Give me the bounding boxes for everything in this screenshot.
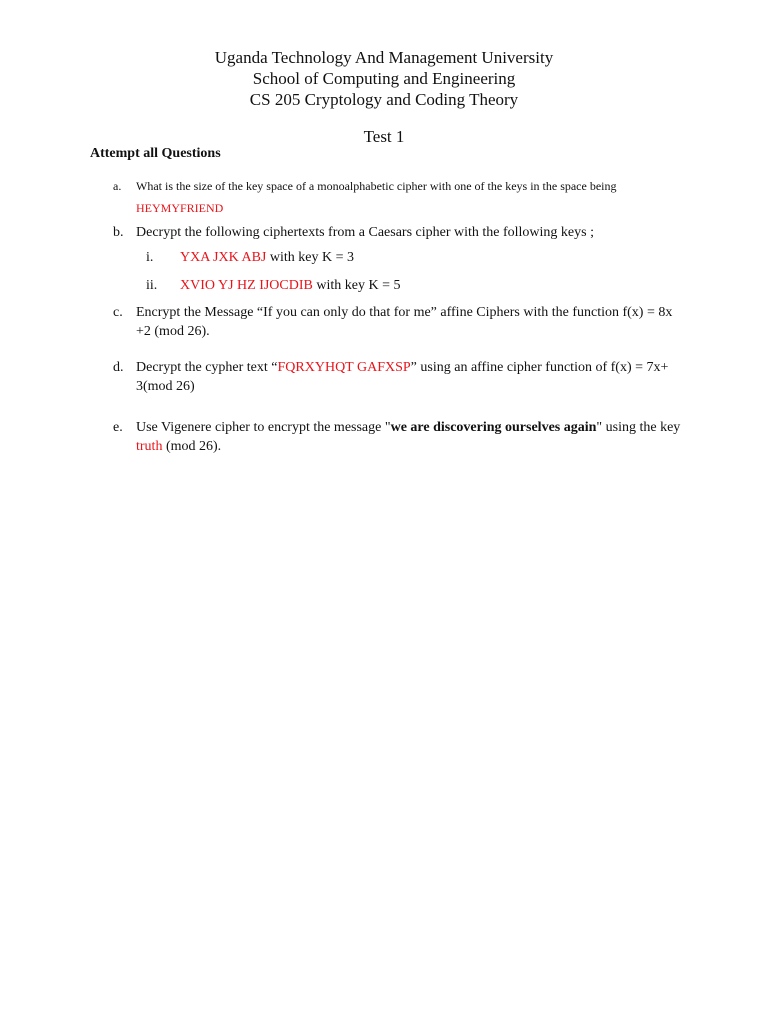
question-d: [113, 358, 683, 396]
question-a-text: What is the size of the key space of a monoalphabetic cipher with one of the keys in the space being: [136, 179, 617, 193]
question-e-suffix: (mod 26).: [162, 439, 222, 454]
university-name: Uganda Technology And Management University: [214, 48, 554, 67]
question-d-prefix: Decrypt the cypher text “: [136, 360, 278, 375]
question-d-ciphertext: FQRXYHQT GAFXSP: [277, 360, 411, 375]
question-letter: b.: [113, 225, 124, 240]
question-b-item-2: [146, 277, 400, 295]
question-c: [113, 303, 683, 341]
question-letter: c.: [113, 305, 123, 320]
course-title: CS 205 Cryptology and Coding Theory: [249, 90, 519, 109]
school-name: School of Computing and Engineering: [252, 69, 516, 88]
question-e-middle: " using the key: [596, 420, 681, 435]
question-e-prefix: Use Vigenere cipher to encrypt the message ": [136, 420, 391, 435]
item-number: i.: [146, 250, 154, 265]
question-b: [113, 223, 683, 242]
document-header: [0, 47, 768, 110]
test-title: Test 1: [363, 127, 405, 146]
question-d-suffix: ” using an affine cipher function of f(x) = 7x+ 3(mod 26): [136, 360, 669, 394]
instruction: Attempt all Questions: [90, 146, 221, 161]
question-e-key: truth: [136, 439, 163, 454]
question-e-message: we are discovering ourselves again: [390, 420, 597, 435]
question-e: [113, 418, 683, 456]
question-a: [113, 175, 683, 219]
key-text: with key K = 5: [312, 278, 401, 293]
ciphertext: YXA JXK ABJ: [180, 250, 267, 265]
question-letter: e.: [113, 420, 123, 435]
question-letter: d.: [113, 360, 124, 375]
question-b-item-1: [146, 249, 354, 267]
ciphertext: XVIO YJ HZ IJOCDIB: [180, 278, 313, 293]
question-c-text: Encrypt the Message “If you can only do that for me” affine Ciphers with the function f(x) = 8x +2 (mod 26).: [136, 305, 673, 339]
question-a-key: HEYMYFRIEND: [136, 201, 224, 215]
key-text: with key K = 3: [266, 250, 354, 265]
question-b-text: Decrypt the following ciphertexts from a Caesars cipher with the following keys ;: [136, 225, 594, 240]
question-letter: a.: [113, 179, 122, 193]
item-number: ii.: [146, 278, 158, 293]
